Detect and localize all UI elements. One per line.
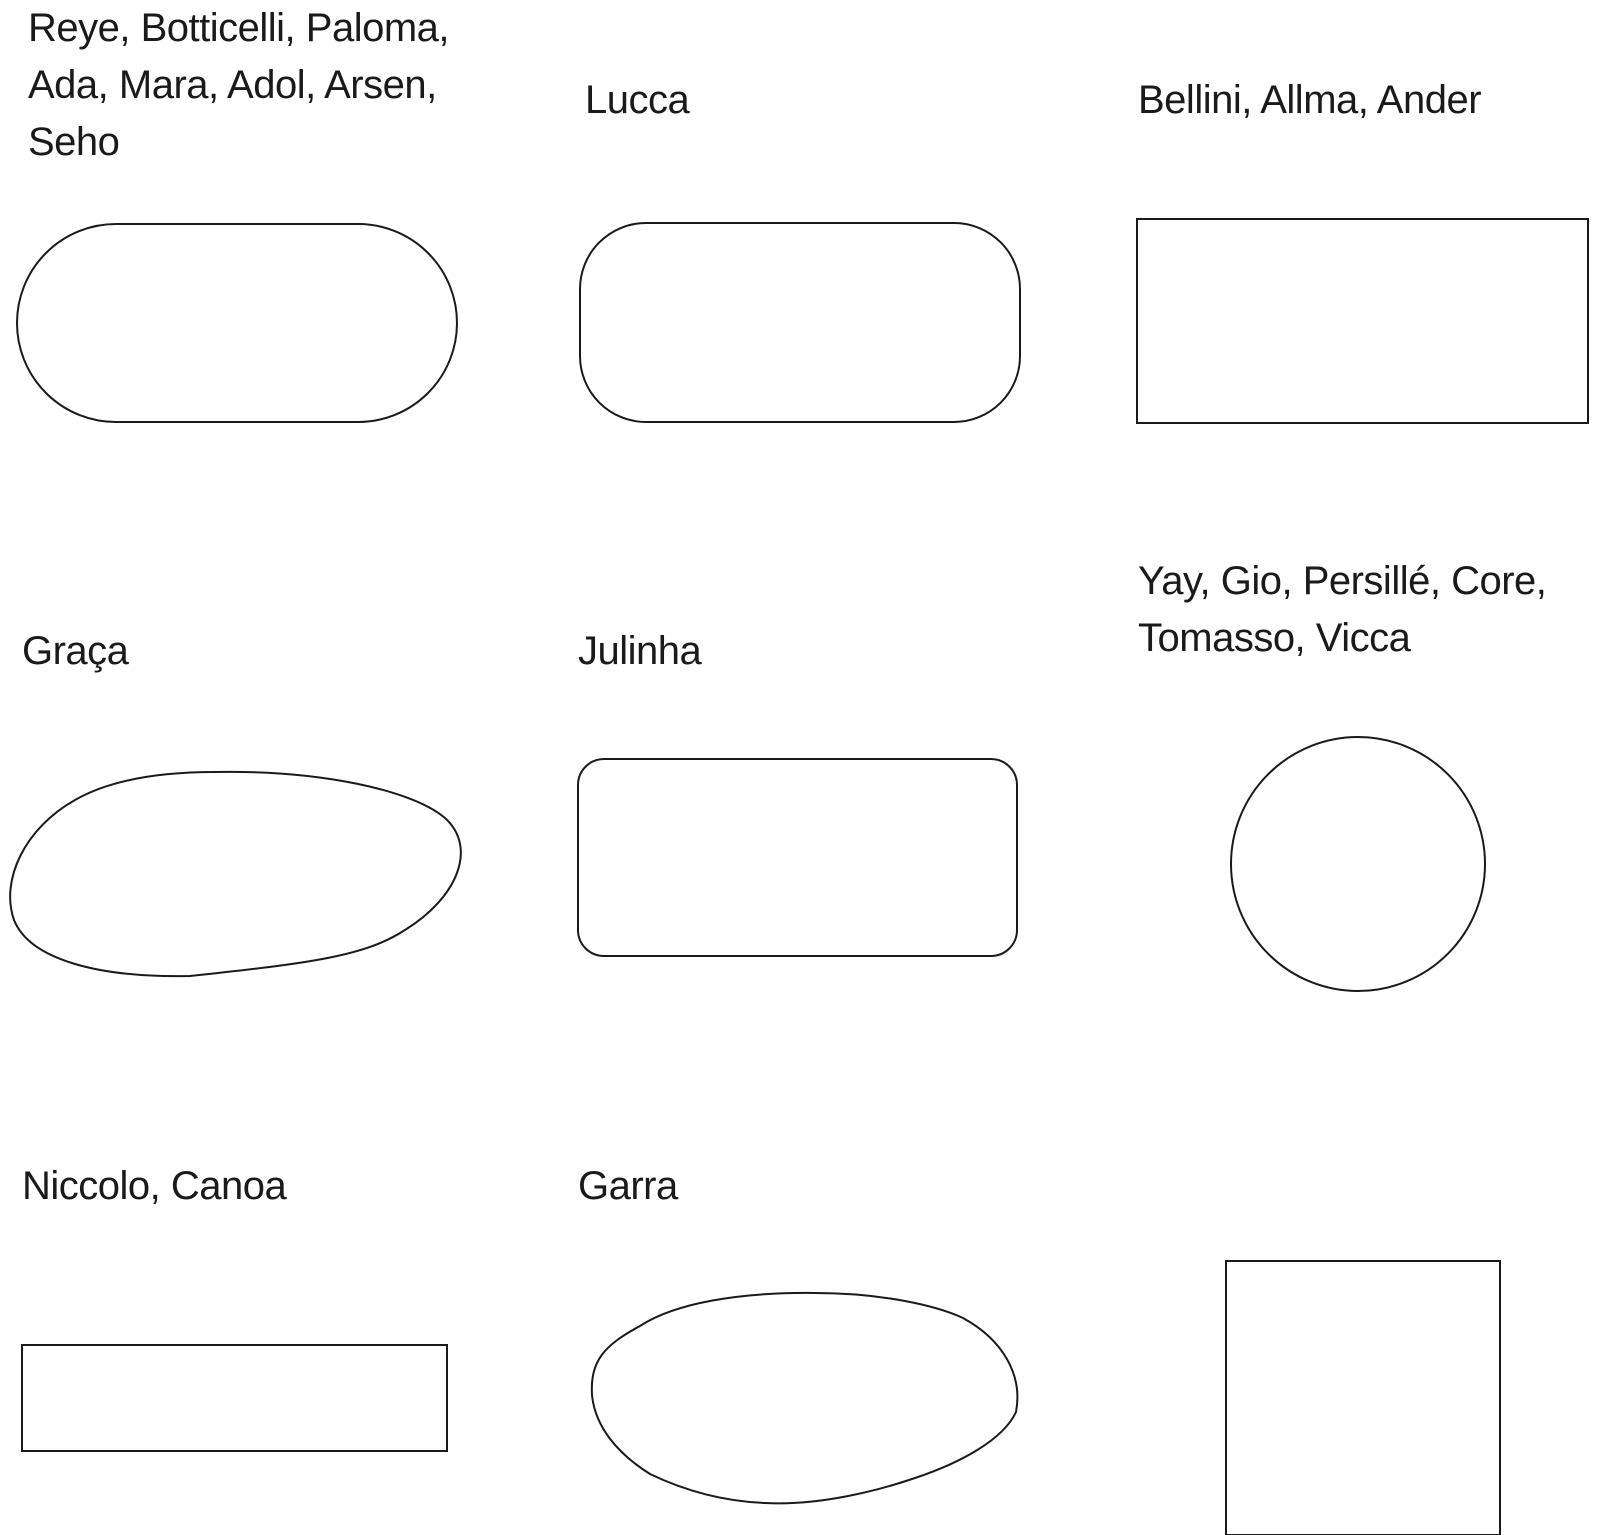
circle-shape [1231,737,1485,991]
rounded-rectangle-large-radius-shape [580,223,1020,422]
shape-label-organic-blob: Garra [578,1164,678,1208]
rounded-rectangle-shape [578,759,1017,956]
shape-label-narrow-rectangle: Niccolo, Canoa [22,1164,287,1208]
stadium-shape [17,224,457,422]
shape-label-stadium: Reye, Botticelli, Paloma, Ada, Mara, Adol, Arsen, Seho [28,6,450,164]
organic-oval-shape [10,772,461,976]
rectangle-shape [1137,219,1588,423]
narrow-rectangle-shape [22,1345,447,1451]
shape-label-rectangle: Bellini, Allma, Ander [1138,78,1482,122]
square-shape [1226,1261,1500,1535]
shape-label-circle: Yay, Gio, Persillé, Core, Tomasso, Vicca [1138,559,1547,660]
shape-label-rounded-rectangle-large: Lucca [585,78,690,122]
organic-blob-shape [592,1293,1018,1503]
shape-label-rounded-rectangle: Julinha [578,629,702,673]
shape-label-organic-oval: Graça [22,629,129,673]
